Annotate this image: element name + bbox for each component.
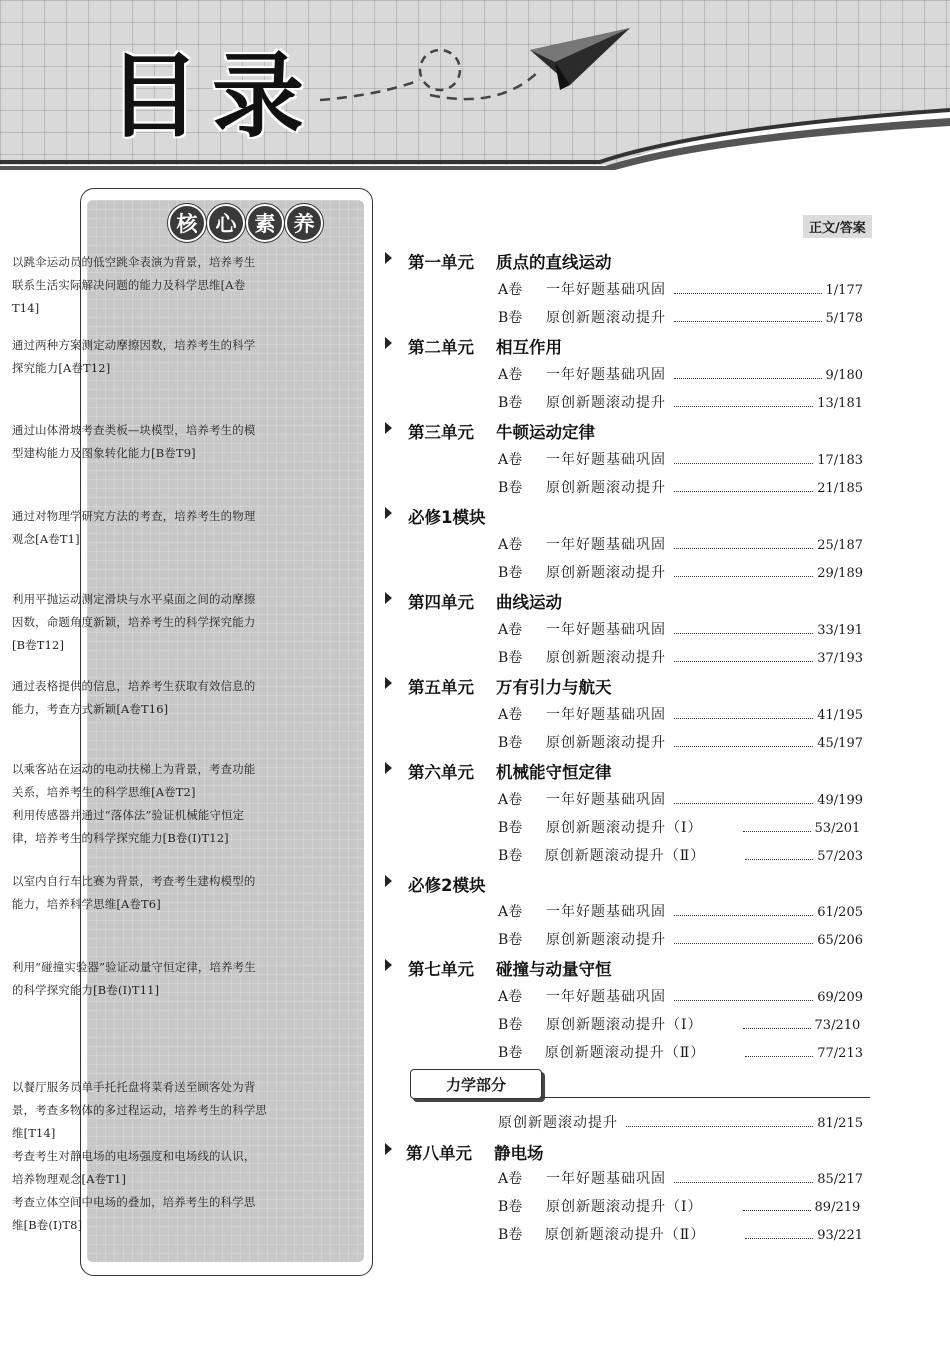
entry-volume: B卷 [498,565,523,581]
entry-title: 一年好题基础巩固 [546,622,666,638]
toc-entry[interactable] [498,704,863,726]
entry-pages: 57/203 [817,849,863,864]
toc-entry[interactable] [498,449,863,471]
badge-char: 养 [285,204,323,242]
core-note [12,588,290,657]
toc-entry[interactable] [498,1168,863,1190]
entry-title: 一年好题基础巩固 [546,1171,666,1187]
badge-char: 心 [207,204,245,242]
unit-label: 第五单元 [408,678,474,697]
entry-pages: 93/221 [817,1228,863,1243]
entry-volume: B卷 [498,310,523,326]
dot-leader [674,293,822,294]
note-line: 能力，考查方式新颖[A卷T16] [12,702,169,716]
dot-leader [674,633,813,634]
dot-leader [674,548,813,549]
entry-title: 原创新题滚动提升（Ⅰ） [546,820,703,836]
module-label: 必修2模块 [408,876,486,895]
column-header: 正文/答案 [803,215,872,238]
core-note [12,675,290,721]
entry-pages: 65/206 [817,933,863,948]
entry-title: 原创新题滚动提升 [546,480,666,496]
pointer-arrow-icon [385,875,392,887]
entry-volume: B卷 [498,820,523,836]
unit-name: 机械能守恒定律 [496,763,612,782]
entry-volume: B卷 [498,1199,523,1215]
entry-title: 一年好题基础巩固 [546,282,666,298]
entry-volume: A卷 [498,622,523,638]
core-note [12,419,290,465]
badge-char: 核 [168,204,206,242]
entry-pages: 77/213 [817,1046,863,1061]
page-title: 目录 [108,42,317,150]
toc-unit[interactable] [408,419,595,443]
entry-pages: 69/209 [817,990,863,1005]
section-divider [540,1097,870,1098]
entry-pages: 49/199 [817,793,863,808]
note-line: 利用“碰撞实验器”验证动量守恒定律，培养考生 [12,960,256,974]
entry-title: 一年好题基础巩固 [546,792,666,808]
note-line: 考查考生对静电场的电场强度和电场线的认识， [12,1149,256,1163]
entry-volume: A卷 [498,1171,523,1187]
entry-volume: A卷 [498,537,523,553]
entry-pages: 73/210 [814,1018,861,1033]
unit-label: 第二单元 [408,338,474,357]
unit-name: 万有引力与航天 [496,678,612,697]
entry-volume: B卷 [498,395,523,411]
dot-leader [674,463,813,464]
toc-entry[interactable] [498,789,863,811]
entry-volume: B卷 [498,480,523,496]
pointer-arrow-icon [385,592,392,604]
badge-char: 素 [246,204,284,242]
core-note [12,758,290,850]
unit-label: 第四单元 [408,593,474,612]
entry-title: 一年好题基础巩固 [546,452,666,468]
note-line: 型建构能力及图象转化能力[B卷T9] [12,446,196,460]
entry-volume: A卷 [498,989,523,1005]
toc-entry[interactable] [498,647,863,669]
toc-entry[interactable] [498,279,863,301]
toc-unit[interactable] [408,674,612,698]
entry-title: 一年好题基础巩固 [546,904,666,920]
pointer-arrow-icon [385,677,392,689]
entry-volume: B卷 [498,932,523,948]
entry-pages: 45/197 [817,736,863,751]
toc-entry[interactable] [498,562,863,584]
note-line: 通过对物理学研究方法的考查，培养考生的物理 [12,509,256,523]
entry-title: 原创新题滚动提升（Ⅱ） [544,1227,706,1243]
pointer-arrow-icon [385,762,392,774]
toc-entry[interactable] [498,817,863,839]
dot-leader [745,1238,813,1239]
toc-entry[interactable] [498,1196,863,1218]
note-line: 考查立体空间中电场的叠加，培养考生的科学思 [12,1195,256,1209]
pointer-arrow-icon [385,252,392,264]
note-line: 联系生活实际解决问题的能力及科学思维[A卷 [12,278,246,292]
core-note [12,956,290,1002]
note-line: T14] [12,301,40,315]
toc-module[interactable] [408,872,485,896]
entry-title: 原创新题滚动提升（Ⅰ） [546,1199,703,1215]
entry-title: 原创新题滚动提升 [498,1115,618,1131]
note-line: 维[B卷(Ⅰ)T8] [12,1218,83,1232]
toc-unit[interactable] [406,1140,544,1164]
toc-entry[interactable] [498,929,863,951]
note-line: 探究能力[A卷T12] [12,361,111,375]
core-literacy-badge [168,204,323,240]
entry-title: 原创新题滚动提升 [546,565,666,581]
entry-volume: B卷 [498,1227,523,1243]
entry-title: 原创新题滚动提升 [546,735,666,751]
toc-entry[interactable] [498,1042,863,1064]
entry-pages: 13/181 [817,396,863,411]
entry-pages: 61/205 [817,905,863,920]
note-line: 利用平抛运动测定滑块与水平桌面之间的动摩擦 [12,592,256,606]
note-line: 通过山体滑坡考查类板—块模型，培养考生的模 [12,423,256,437]
toc-entry[interactable] [498,1224,863,1246]
dot-leader [674,576,813,577]
entry-title: 原创新题滚动提升 [546,650,666,666]
toc-unit[interactable] [408,759,612,783]
entry-pages: 89/219 [814,1200,861,1215]
entry-pages: 29/189 [817,566,863,581]
mechanics-section-tab[interactable]: 力学部分 [410,1069,542,1099]
toc-entry[interactable] [498,732,863,754]
note-line: 通过两种方案测定动摩擦因数，培养考生的科学 [12,338,256,352]
entry-volume: B卷 [498,1017,523,1033]
unit-label: 第六单元 [408,763,474,782]
entry-title: 原创新题滚动提升 [546,932,666,948]
pointer-arrow-icon [385,422,392,434]
entry-volume: B卷 [498,650,523,666]
toc-module[interactable] [408,504,485,528]
unit-name: 碰撞与动量守恒 [496,960,612,979]
entry-pages: 25/187 [817,538,863,553]
note-line: 因数，命题角度新颖，培养考生的科学探究能力 [12,615,256,629]
entry-volume: B卷 [498,848,523,864]
dot-leader [674,718,813,719]
entry-pages: 5/178 [825,311,863,326]
unit-name: 静电场 [494,1144,544,1163]
entry-pages: 21/185 [817,481,863,496]
dot-leader [674,661,813,662]
unit-name: 曲线运动 [496,593,562,612]
entry-volume: A卷 [498,707,523,723]
toc-entry[interactable] [498,986,863,1008]
dot-leader [674,1182,813,1183]
entry-volume: B卷 [498,1045,523,1061]
unit-label: 第八单元 [406,1144,472,1163]
entry-title: 原创新题滚动提升（Ⅱ） [544,1045,706,1061]
entry-title: 原创新题滚动提升 [546,310,666,326]
dot-leader [745,1056,813,1057]
toc-unit[interactable] [408,956,612,980]
unit-label: 第一单元 [408,253,474,272]
entry-title: 原创新题滚动提升（Ⅰ） [546,1017,703,1033]
dot-leader [743,831,811,832]
entry-pages: 33/191 [817,623,863,638]
entry-pages: 9/180 [825,368,863,383]
entry-pages: 85/217 [817,1172,863,1187]
dot-leader [626,1126,813,1127]
dot-leader [674,321,822,322]
entry-pages: 37/193 [817,651,863,666]
entry-title: 一年好题基础巩固 [546,537,666,553]
note-line: 利用传感器并通过“落体法”验证机械能守恒定 [12,808,245,822]
dot-leader [674,915,813,916]
dot-leader [674,406,813,407]
dot-leader [743,1210,811,1211]
pointer-arrow-icon [385,507,392,519]
toc-unit[interactable] [408,249,612,273]
toc-entry[interactable] [498,534,863,556]
note-line: 景，考查多物体的多过程运动，培养考生的科学思 [12,1103,267,1117]
core-note [12,334,290,380]
core-note [12,505,290,551]
note-line: 以室内自行车比赛为背景，考查考生建构模型的 [12,874,256,888]
dot-leader [743,1028,811,1029]
note-line: 以餐厅服务员单手托托盘将菜肴送至顾客处为背 [12,1080,256,1094]
unit-label: 第三单元 [408,423,474,442]
entry-volume: B卷 [498,735,523,751]
toc-entry[interactable] [498,845,863,867]
entry-title: 一年好题基础巩固 [546,989,666,1005]
toc-entry[interactable] [498,307,863,329]
entry-pages: 81/215 [817,1116,863,1131]
toc-unit[interactable] [408,589,562,613]
entry-pages: 1/177 [825,283,863,298]
toc-entry[interactable] [498,477,863,499]
unit-label: 第七单元 [408,960,474,979]
note-line: 能力，培养科学思维[A卷T6] [12,897,161,911]
entry-volume: A卷 [498,792,523,808]
toc-entry[interactable] [498,1112,863,1134]
note-line: 通过表格提供的信息，培养考生获取有效信息的 [12,679,256,693]
pointer-arrow-icon [385,1143,392,1155]
toc-entry[interactable] [498,619,863,641]
dot-leader [674,803,813,804]
note-line: 培养物理观念[A卷T1] [12,1172,127,1186]
toc-entry[interactable] [498,901,863,923]
dot-leader [674,746,813,747]
unit-name: 相互作用 [496,338,562,357]
core-note [12,1076,290,1237]
entry-pages: 17/183 [817,453,863,468]
note-line: 观念[A卷T1] [12,532,80,546]
dot-leader [674,491,813,492]
entry-volume: A卷 [498,904,523,920]
note-line: [B卷T12] [12,638,65,652]
entry-pages: 53/201 [814,821,861,836]
note-line: 律，培养考生的科学探究能力[B卷(Ⅰ)T12] [12,831,229,845]
unit-name: 牛顿运动定律 [496,423,595,442]
core-note [12,870,290,916]
note-line: 以乘客站在运动的电动扶梯上为背景，考查功能 [12,762,256,776]
toc-entry[interactable] [498,1014,863,1036]
toc-entry[interactable] [498,364,863,386]
entry-volume: A卷 [498,367,523,383]
entry-title: 原创新题滚动提升（Ⅱ） [544,848,706,864]
dot-leader [674,943,813,944]
pointer-arrow-icon [385,959,392,971]
core-note [12,251,290,320]
unit-name: 质点的直线运动 [496,253,612,272]
dot-leader [745,859,813,860]
pointer-arrow-icon [385,337,392,349]
note-line: 以跳伞运动员的低空跳伞表演为背景，培养考生 [12,255,256,269]
note-line: 关系，培养考生的科学思维[A卷T2] [12,785,196,799]
entry-title: 原创新题滚动提升 [546,395,666,411]
toc-unit[interactable] [408,334,562,358]
note-line: 维[T14] [12,1126,56,1140]
header-banner [0,0,950,175]
entry-volume: A卷 [498,282,523,298]
toc-entry[interactable] [498,392,863,414]
entry-title: 一年好题基础巩固 [546,367,666,383]
module-label: 必修1模块 [408,508,486,527]
note-line: 的科学探究能力[B卷(Ⅰ)T11] [12,983,160,997]
dot-leader [674,378,822,379]
entry-volume: A卷 [498,452,523,468]
entry-pages: 41/195 [817,708,863,723]
entry-title: 一年好题基础巩固 [546,707,666,723]
dot-leader [674,1000,813,1001]
